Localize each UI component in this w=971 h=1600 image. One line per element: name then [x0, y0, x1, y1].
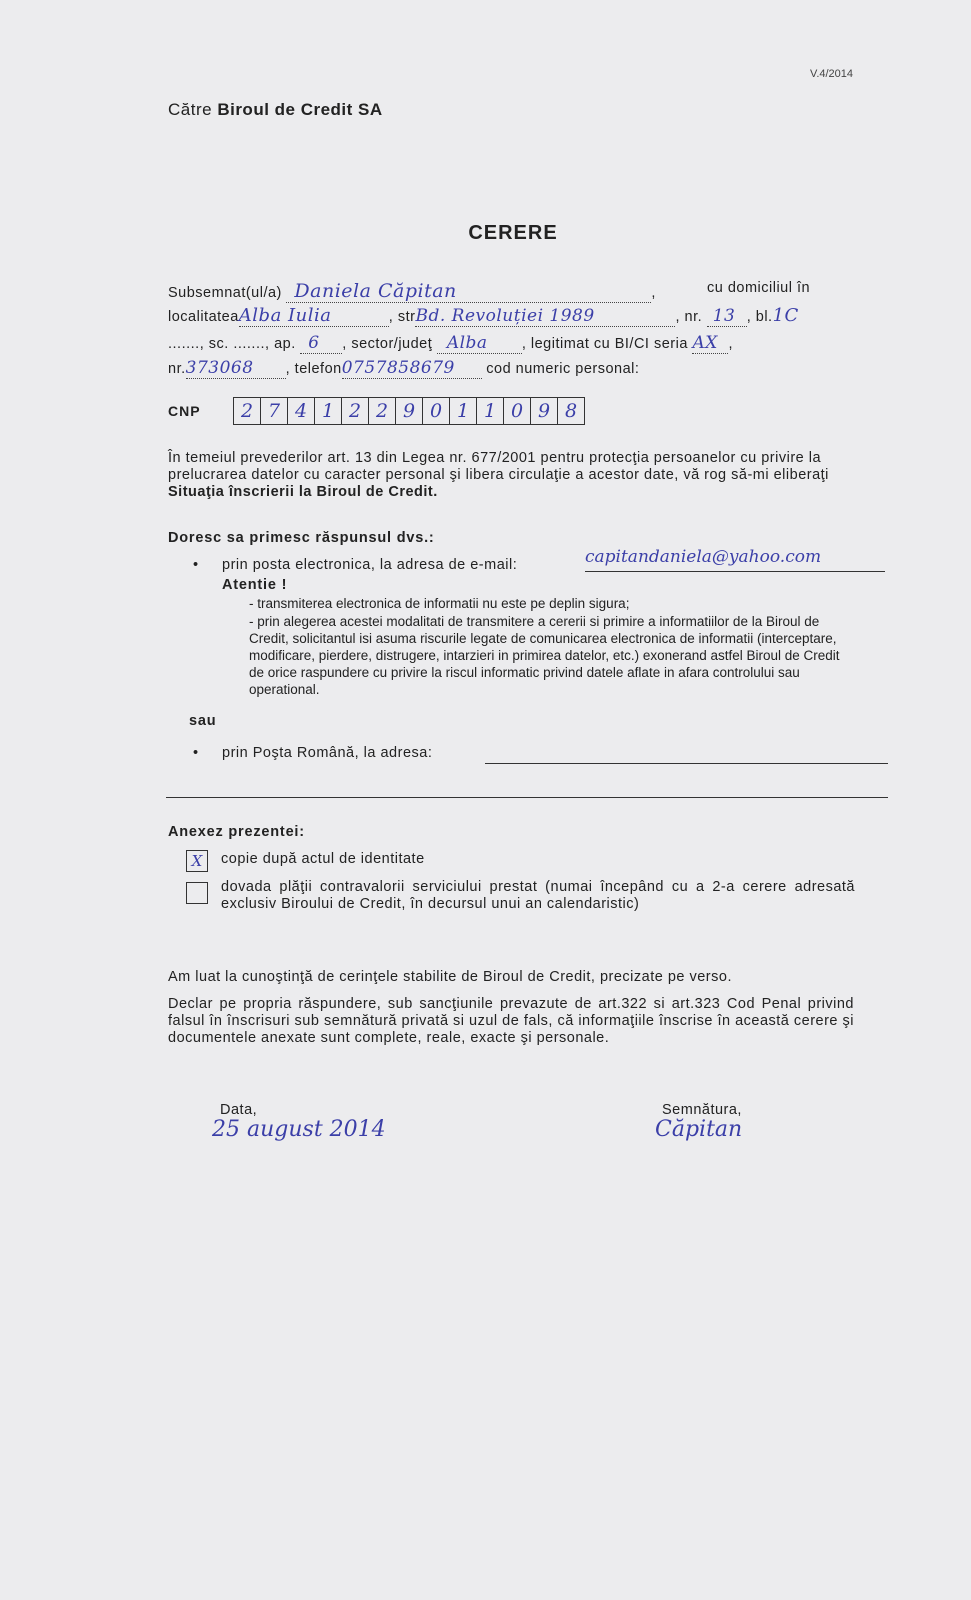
version-label: V.4/2014: [810, 68, 854, 80]
page-title: CERERE: [468, 222, 558, 244]
addressee-prefix: Către: [168, 100, 213, 119]
signature-value[interactable]: Căpitan: [655, 1117, 743, 1142]
bl-value[interactable]: 1C: [772, 305, 799, 326]
legitimat-label: , legitimat cu BI/CI seria: [521, 336, 688, 352]
legal-text-bold: Situaţia înscrierii la Biroul de Credit.: [168, 484, 438, 500]
sector-label: , sector/judeţ: [342, 336, 433, 352]
name-value: Daniela Căpitan: [294, 280, 457, 302]
post-option-label: prin Poşta Română, la adresa:: [222, 745, 433, 761]
cnp-digit: 2: [342, 398, 369, 424]
date-value[interactable]: 25 august 2014: [212, 1117, 386, 1142]
checkbox-mark: X: [191, 852, 203, 870]
email-field[interactable]: [585, 547, 885, 572]
nr-value: 13: [712, 306, 736, 326]
addressee-name: Biroul de Credit SA: [217, 100, 383, 119]
form-line-2: localitateaAlba Iulia , strBd. Revoluției 1989 , nr. 13 , bl.1C: [168, 305, 799, 326]
form-line-3: ......., sc. ......., ap. 6 , sector/judeţ Alba , legitimat cu BI/CI seria AX ,: [168, 333, 733, 353]
cnp-digit: 1: [315, 398, 342, 424]
atentie-label: Atentie !: [222, 577, 288, 593]
form-line-4: [168, 358, 639, 379]
cnp-digit: 1: [477, 398, 504, 424]
reply-heading: Doresc sa primesc răspunsul dvs.:: [168, 530, 435, 546]
name-field[interactable]: [286, 280, 651, 303]
sc-label: ......., sc. ......., ap.: [168, 336, 296, 352]
localitatea-label: localitatea: [168, 309, 239, 325]
sau-label: sau: [189, 713, 217, 729]
cnp-digit: 0: [423, 398, 450, 424]
cnp-digit: 9: [396, 398, 423, 424]
cnp-digit: 8: [564, 400, 578, 422]
bullet-icon: •: [193, 745, 199, 761]
cnp-digit: 9: [531, 398, 558, 424]
str-label: str: [397, 309, 416, 325]
nr-field[interactable]: [707, 306, 747, 327]
email-value: capitandaniela@yahoo.com: [585, 547, 822, 567]
nr-bi-value: 373068: [185, 358, 254, 378]
serie-field[interactable]: [692, 333, 728, 354]
post-address-field[interactable]: [485, 763, 888, 764]
warning-1: - transmiterea electronica de informatii nu este pe deplin sigura;: [249, 596, 630, 611]
annex-item-2: dovada plăţii contravalorii serviciului prestat (numai începând cu a 2-a cerere adresată exclusiv Biroului de Credit, în decursul unui an calendaristic): [221, 879, 855, 912]
cnp-digit: 0: [504, 398, 531, 424]
cnp-label: CNP: [168, 403, 201, 419]
bullet-icon: •: [193, 557, 199, 573]
signature-label: Semnătura,: [662, 1102, 742, 1118]
ap-value: 6: [308, 333, 320, 353]
annex-heading: Anexez prezentei:: [168, 824, 305, 840]
cnp-digit: 7: [261, 398, 288, 424]
judet-field[interactable]: [437, 333, 522, 354]
date-label: Data,: [220, 1102, 258, 1118]
strada-value: Bd. Revoluției 1989: [415, 306, 595, 326]
localitatea-field[interactable]: [239, 305, 389, 327]
form-line-1: Subsemnat(ul/a) Daniela Căpitan ,: [168, 280, 656, 302]
annex-item-1: copie după actul de identitate: [221, 851, 425, 867]
strada-field[interactable]: [415, 306, 675, 327]
email-option-label: prin posta electronica, la adresa de e-mail:: [222, 557, 518, 573]
nr-bi-label: nr.: [168, 361, 186, 377]
cnp-digit: 2: [234, 398, 261, 424]
cnp-digit: 1: [450, 398, 477, 424]
telefon-field[interactable]: [342, 358, 482, 379]
annex-checkbox-payment[interactable]: [186, 882, 208, 904]
declaration-text: Declar pe propria răspundere, sub sancţiunile prevazute de art.322 si art.323 Cod Penal privind falsul în înscrisuri sub semnătură privată si uzul de fals, că informaţiile înscrise în această cerere şi documentele anexate sunt complete, reale, exacte şi personale.: [168, 996, 854, 1046]
localitatea-value: Alba Iulia: [238, 305, 332, 326]
subsemnat-label: Subsemnat(ul/a): [168, 285, 282, 301]
post-address-field-line-2[interactable]: [166, 797, 888, 798]
cnp-digit: 2: [369, 398, 396, 424]
nr-bi-field[interactable]: [186, 358, 286, 379]
nr-label: nr.: [684, 309, 703, 325]
bl-label: bl.: [755, 309, 773, 325]
legal-paragraph: [168, 450, 854, 501]
cu-domiciliul-label: cu domiciliul în: [707, 280, 811, 296]
annex-checkbox-id[interactable]: [186, 850, 208, 872]
serie-value: AX: [692, 333, 718, 353]
acknowledgement-text: Am luat la cunoştinţă de cerinţele stabilite de Biroul de Credit, precizate pe verso.: [168, 969, 732, 985]
judet-value: Alba: [446, 333, 488, 353]
legal-text: În temeiul prevederilor art. 13 din Legea nr. 677/2001 pentru protecţia persoanelor cu privire la prelucrarea datelor cu caracter personal şi libera circulaţie a acestor date, vă rog să-mi eliberaţi: [168, 450, 829, 483]
telefon-label: , telefon: [285, 361, 342, 377]
cod-label: cod numeric personal:: [486, 361, 640, 377]
addressee: [168, 100, 383, 120]
ap-field[interactable]: [300, 333, 342, 354]
telefon-value: 0757858679: [341, 358, 455, 378]
cnp-digit: 4: [288, 398, 315, 424]
warning-2: - prin alegerea acestei modalitati de transmitere a cererii si primire a informatiilor de la Biroul de Credit, solicitantul isi asuma riscurile legate de comunicarea electronica de informatii (interceptare, modificare, pierdere, distrugere, intarzieri in primirea datelor, etc.) exonerand astfel Biroul de Credit de orice raspundere cu privire la riscul informatic privind datele aflate in afara controlului sau operational.: [249, 614, 840, 697]
cnp-grid[interactable]: [233, 397, 585, 425]
